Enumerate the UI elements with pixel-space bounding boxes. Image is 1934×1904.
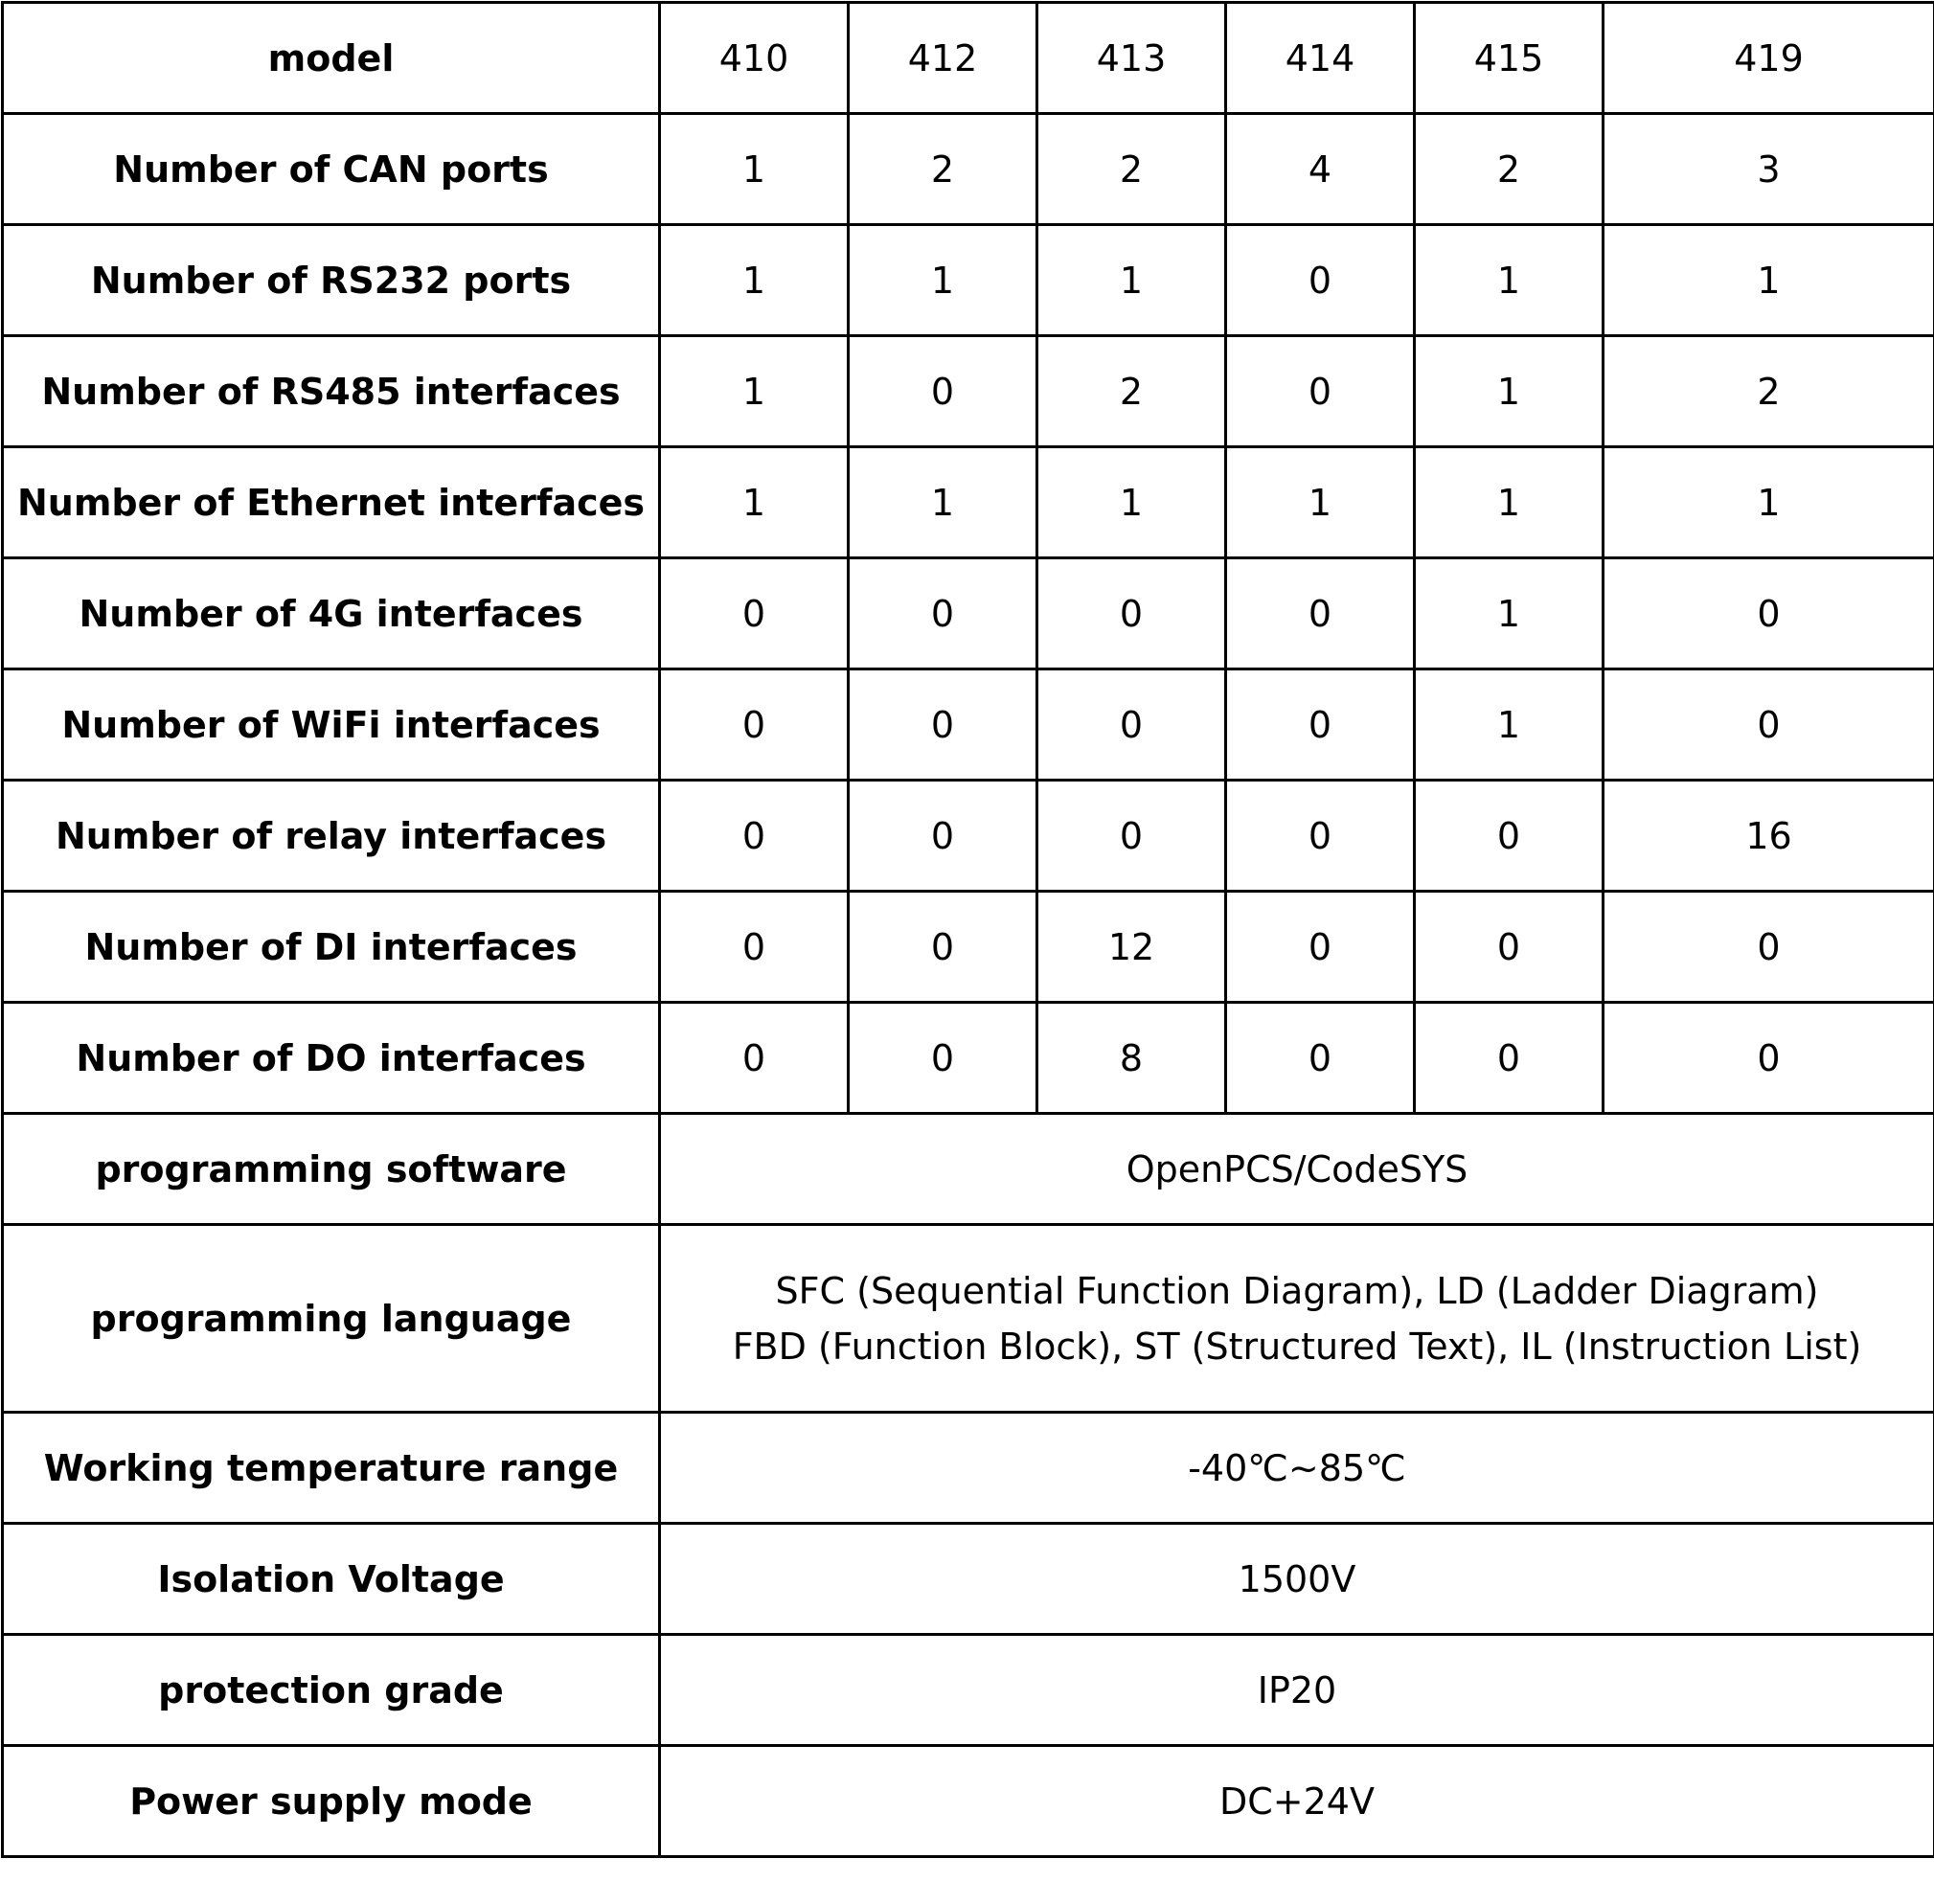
cell-value: 1: [1604, 447, 1934, 558]
row-working-temperature: [3, 1413, 1934, 1524]
cell-value: 0: [1604, 669, 1934, 781]
cell-value: 1: [660, 225, 849, 336]
cell-value: 0: [849, 781, 1037, 892]
cell-value: 1: [1037, 447, 1226, 558]
shared-value: DC+24V: [660, 1746, 1934, 1857]
cell-value: 0: [1226, 1003, 1415, 1114]
cell-value: 0: [660, 1003, 849, 1114]
row-power-supply: [3, 1746, 1934, 1857]
shared-value: IP20: [660, 1635, 1934, 1746]
cell-value: 1: [1415, 669, 1604, 781]
row-4g-interfaces: [3, 558, 1934, 669]
row-label: Isolation Voltage: [3, 1524, 660, 1635]
header-row: [3, 3, 1934, 114]
row-label: Number of DO interfaces: [3, 1003, 660, 1114]
cell-value: 0: [660, 781, 849, 892]
cell-value: 0: [1226, 225, 1415, 336]
row-wifi-interfaces: [3, 669, 1934, 781]
row-protection-grade: [3, 1635, 1934, 1746]
cell-value: 1: [1415, 447, 1604, 558]
row-label: Number of WiFi interfaces: [3, 669, 660, 781]
model-412: 412: [849, 3, 1037, 114]
cell-value: 0: [660, 892, 849, 1003]
cell-value: 0: [660, 558, 849, 669]
cell-value: 0: [1037, 669, 1226, 781]
model-414: 414: [1226, 3, 1415, 114]
shared-value: -40℃~85℃: [660, 1413, 1934, 1524]
model-410: 410: [660, 3, 849, 114]
cell-value: 0: [1226, 781, 1415, 892]
row-label: programming software: [3, 1114, 660, 1225]
shared-value: OpenPCS/CodeSYS: [660, 1114, 1934, 1225]
row-label: Power supply mode: [3, 1746, 660, 1857]
cell-value: 2: [849, 114, 1037, 225]
row-label: Number of Ethernet interfaces: [3, 447, 660, 558]
row-do-interfaces: [3, 1003, 1934, 1114]
header-label: model: [3, 3, 660, 114]
row-label: Number of RS485 interfaces: [3, 336, 660, 447]
cell-value: 0: [849, 336, 1037, 447]
row-label: Number of DI interfaces: [3, 892, 660, 1003]
cell-value: 0: [1415, 781, 1604, 892]
cell-value: 1: [1604, 225, 1934, 336]
model-415: 415: [1415, 3, 1604, 114]
cell-value: 3: [1604, 114, 1934, 225]
cell-value: 0: [1037, 558, 1226, 669]
row-relay-interfaces: [3, 781, 1934, 892]
language-line-2: FBD (Function Block), ST (Structured Text), IL (Instruction List): [732, 1325, 1862, 1368]
cell-value: 0: [1226, 892, 1415, 1003]
cell-value: 1: [849, 447, 1037, 558]
language-line-1: SFC (Sequential Function Diagram), LD (Ladder Diagram): [775, 1269, 1819, 1312]
cell-value: 16: [1604, 781, 1934, 892]
cell-value: 0: [1604, 558, 1934, 669]
row-programming-software: [3, 1114, 1934, 1225]
cell-value: 0: [1604, 892, 1934, 1003]
row-can-ports: [3, 114, 1934, 225]
row-rs485-interfaces: [3, 336, 1934, 447]
cell-value: 1: [1415, 336, 1604, 447]
row-label: Number of RS232 ports: [3, 225, 660, 336]
cell-value: 0: [1226, 669, 1415, 781]
cell-value: 0: [1226, 558, 1415, 669]
cell-value: 1: [660, 114, 849, 225]
cell-value: 1: [1226, 447, 1415, 558]
cell-value: 2: [1037, 114, 1226, 225]
row-programming-language: [3, 1225, 1934, 1413]
cell-value: 2: [1604, 336, 1934, 447]
cell-value: 2: [1415, 114, 1604, 225]
row-label: protection grade: [3, 1635, 660, 1746]
row-label: Number of relay interfaces: [3, 781, 660, 892]
cell-value: 2: [1037, 336, 1226, 447]
cell-value: 12: [1037, 892, 1226, 1003]
cell-value: 1: [660, 336, 849, 447]
cell-value: 8: [1037, 1003, 1226, 1114]
row-label: Working temperature range: [3, 1413, 660, 1524]
shared-value: 1500V: [660, 1524, 1934, 1635]
cell-value: 0: [1226, 336, 1415, 447]
specification-table: [1, 1, 1934, 1858]
cell-value: 0: [849, 558, 1037, 669]
model-419: 419: [1604, 3, 1934, 114]
row-label: Number of 4G interfaces: [3, 558, 660, 669]
cell-value: 0: [1415, 1003, 1604, 1114]
row-di-interfaces: [3, 892, 1934, 1003]
cell-value: 1: [1037, 225, 1226, 336]
cell-value: 0: [849, 669, 1037, 781]
row-ethernet-interfaces: [3, 447, 1934, 558]
cell-value: 1: [660, 447, 849, 558]
row-rs232-ports: [3, 225, 1934, 336]
cell-value: 1: [849, 225, 1037, 336]
cell-value: 1: [1415, 225, 1604, 336]
cell-value: 4: [1226, 114, 1415, 225]
row-label: programming language: [3, 1225, 660, 1413]
row-label: Number of CAN ports: [3, 114, 660, 225]
cell-value: 0: [660, 669, 849, 781]
cell-value: 0: [849, 892, 1037, 1003]
cell-value: 0: [849, 1003, 1037, 1114]
row-isolation-voltage: [3, 1524, 1934, 1635]
cell-value: 0: [1037, 781, 1226, 892]
cell-value: 0: [1604, 1003, 1934, 1114]
model-413: 413: [1037, 3, 1226, 114]
cell-value: 1: [1415, 558, 1604, 669]
shared-value: [660, 1225, 1934, 1413]
cell-value: 0: [1415, 892, 1604, 1003]
